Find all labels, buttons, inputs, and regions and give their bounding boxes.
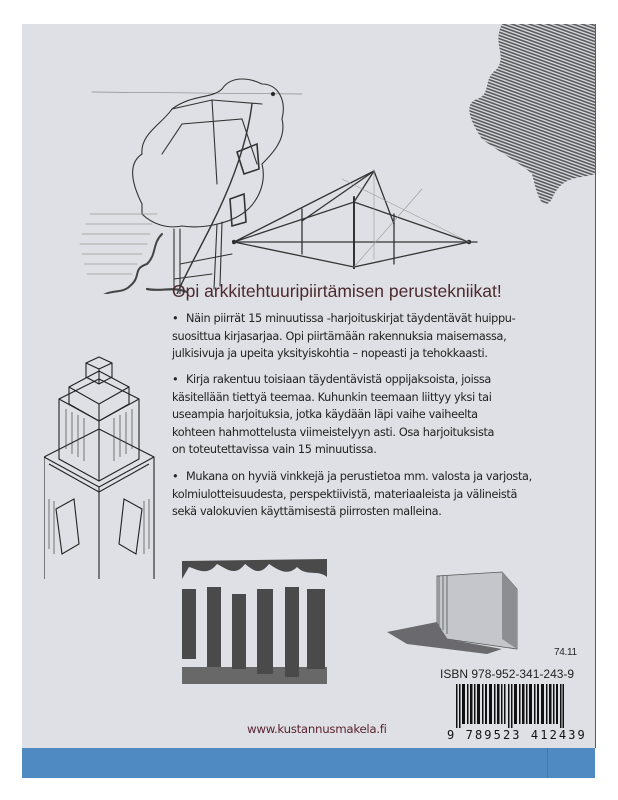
isbn-label: ISBN 978-952-341-243-9 <box>440 667 575 681</box>
perspective-house-illustration <box>232 169 482 269</box>
barcode-number: 9 789523 412439 <box>447 728 587 742</box>
bullet-icon: • <box>172 312 179 325</box>
barcode-icon <box>456 684 564 728</box>
price-code: 74.11 <box>554 647 577 658</box>
bottom-color-band <box>22 748 595 778</box>
picket-fence-illustration <box>177 549 327 684</box>
shaded-box-illustration <box>387 564 522 654</box>
publisher-website-link[interactable]: www.kustannusmakela.fi <box>247 722 387 736</box>
bullet-icon: • <box>172 470 179 483</box>
band-fold-line <box>547 748 548 778</box>
back-cover <box>22 24 595 778</box>
bullet-icon: • <box>172 373 179 386</box>
paragraph-1: • Näin piirrät 15 minuutissa -harjoituskirjat täydentävät huippu- suosittua kirjasarjaa. Opi piirtämään rakennuksia maisemassa, julkisivuja ja upeita yksityiskohtia – nopeasti ja tehokkaasti. <box>172 312 516 360</box>
paragraph-3: • Mukana on hyviä vinkkejä ja perustietoa mm. valosta ja varjosta, kolmiulotteisuudesta, perspektiivistä, materiaaleista ja välineistä sekä valokuvien käyttämisestä piirrosten malleina. <box>172 470 532 518</box>
paragraph-2: • Kirja rakentuu toisiaan täydentävistä oppijaksoista, joissa käsitellään tiettyä teemaa. Kuhunkin teemaan liittyy yksi tai useampia harjoituksia, jotka käydään läpi vaihe vaiheelta kohteen hahmottelusta viimeistelyyn asti. Osa harjoituksista on toteutettavissa vain 15 minuutissa. <box>172 373 495 456</box>
headline: Opi arkkitehtuuripiirtämisen perustekniikat! <box>172 281 502 301</box>
skyscraper-illustration <box>44 349 159 579</box>
